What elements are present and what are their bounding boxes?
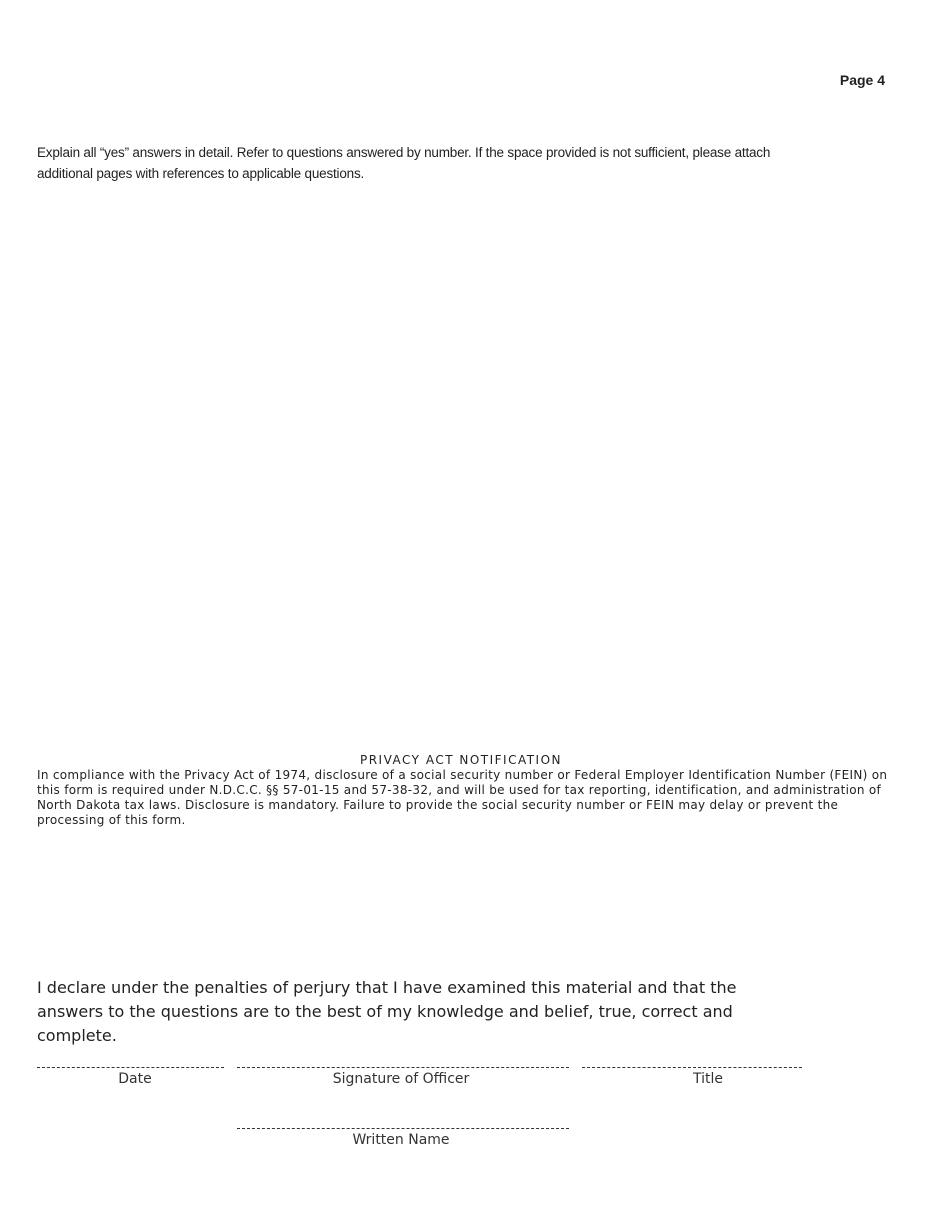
date-label: Date — [118, 1071, 152, 1087]
signature-of-officer-label: Signature of Officer — [332, 1071, 470, 1087]
title-line[interactable] — [582, 1067, 802, 1068]
perjury-declaration: I declare under the penalties of perjury that I have examined this material and that the answers to the questions are to the best of my knowledge and belief, true, correct and complete. — [37, 978, 737, 1045]
written-name-line[interactable] — [237, 1128, 569, 1129]
title-label: Title — [692, 1071, 723, 1087]
signature-of-officer-line[interactable] — [237, 1067, 569, 1068]
date-line[interactable] — [37, 1067, 224, 1068]
written-name-label: Written Name — [352, 1132, 450, 1148]
privacy-act-title: PRIVACY ACT NOTIFICATION — [359, 753, 563, 767]
page-number: Page 4 — [839, 72, 885, 88]
explain-instructions: Explain all “yes” answers in detail. Refer to questions answered by number. If the space provided is not sufficient, please attach additional pages with references to applicable questions. — [37, 145, 771, 181]
explanation-text-area[interactable] — [37, 190, 887, 740]
privacy-act-body: In compliance with the Privacy Act of 1974, disclosure of a social security number or Federal Employer Identification Number (FEIN) on this form is required under N.D.C.C. §§ 57-01-15 and 57-38-32, and will be used for tax reporting, identification, and administration of North Dakota tax laws. Disclosure is mandatory. Failure to provide the social security number or FEIN may delay or prevent the processing of this form. — [37, 768, 888, 827]
